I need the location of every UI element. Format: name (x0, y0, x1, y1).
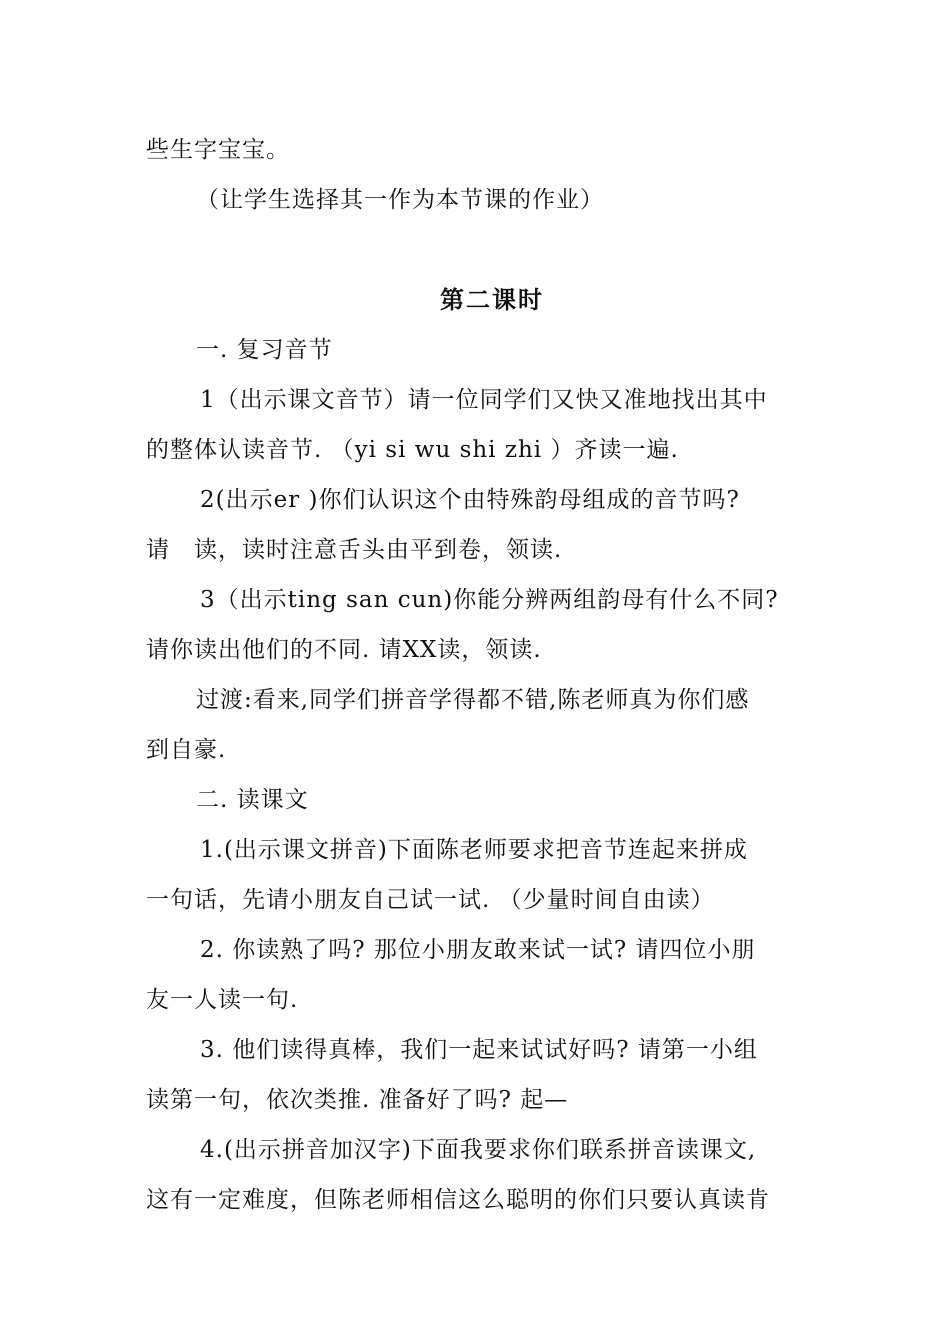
text-line: 2. 你读熟了吗? 那位小朋友敢来试一试? 请四位小朋 (200, 937, 756, 963)
text-line: 的整体认读音节. （yi si wu shi zhi ）齐读一遍. (146, 437, 679, 463)
text-line: 2(出示er )你们认识这个由特殊韵母组成的音节吗? (200, 487, 740, 513)
text-line: 友一人读一句. (146, 987, 299, 1013)
text-line: 过渡:看来,同学们拼音学得都不错,陈老师真为你们感 (196, 687, 750, 713)
text-line: 些生字宝宝。 (146, 137, 290, 163)
text-line: （让学生选择其一作为本节课的作业） (196, 187, 604, 213)
text-line: 请你读出他们的不同. 请XX读，领读. (146, 637, 542, 663)
text-line: 到自豪. (146, 737, 227, 763)
text-line: 3. 他们读得真棒，我们一起来试试好吗? 请第一小组 (200, 1037, 758, 1063)
text-line: 请 读，读时注意舌头由平到卷，领读. (146, 537, 563, 563)
section-heading: 一. 复习音节 (196, 337, 333, 363)
text-line: 一句话，先请小朋友自己试一试. （少量时间自由读） (146, 887, 715, 913)
text-line: 4.(出示拼音加汉字)下面我要求你们联系拼音读课文, (200, 1137, 757, 1163)
text-line: 3（出示ting san cun)你能分辨两组韵母有什么不同? (200, 587, 779, 613)
section-title: 第二课时 (440, 285, 544, 314)
text-line: 1（出示课文音节）请一位同学们又快又准地找出其中 (200, 387, 768, 413)
text-line: 这有一定难度，但陈老师相信这么聪明的你们只要认真读肯 (146, 1187, 770, 1213)
text-line: 1.(出示课文拼音)下面陈老师要求把音节连起来拼成 (200, 837, 748, 863)
text-line: 读第一句，依次类推. 准备好了吗? 起— (146, 1087, 569, 1113)
section-heading: 二. 读课文 (196, 787, 309, 813)
